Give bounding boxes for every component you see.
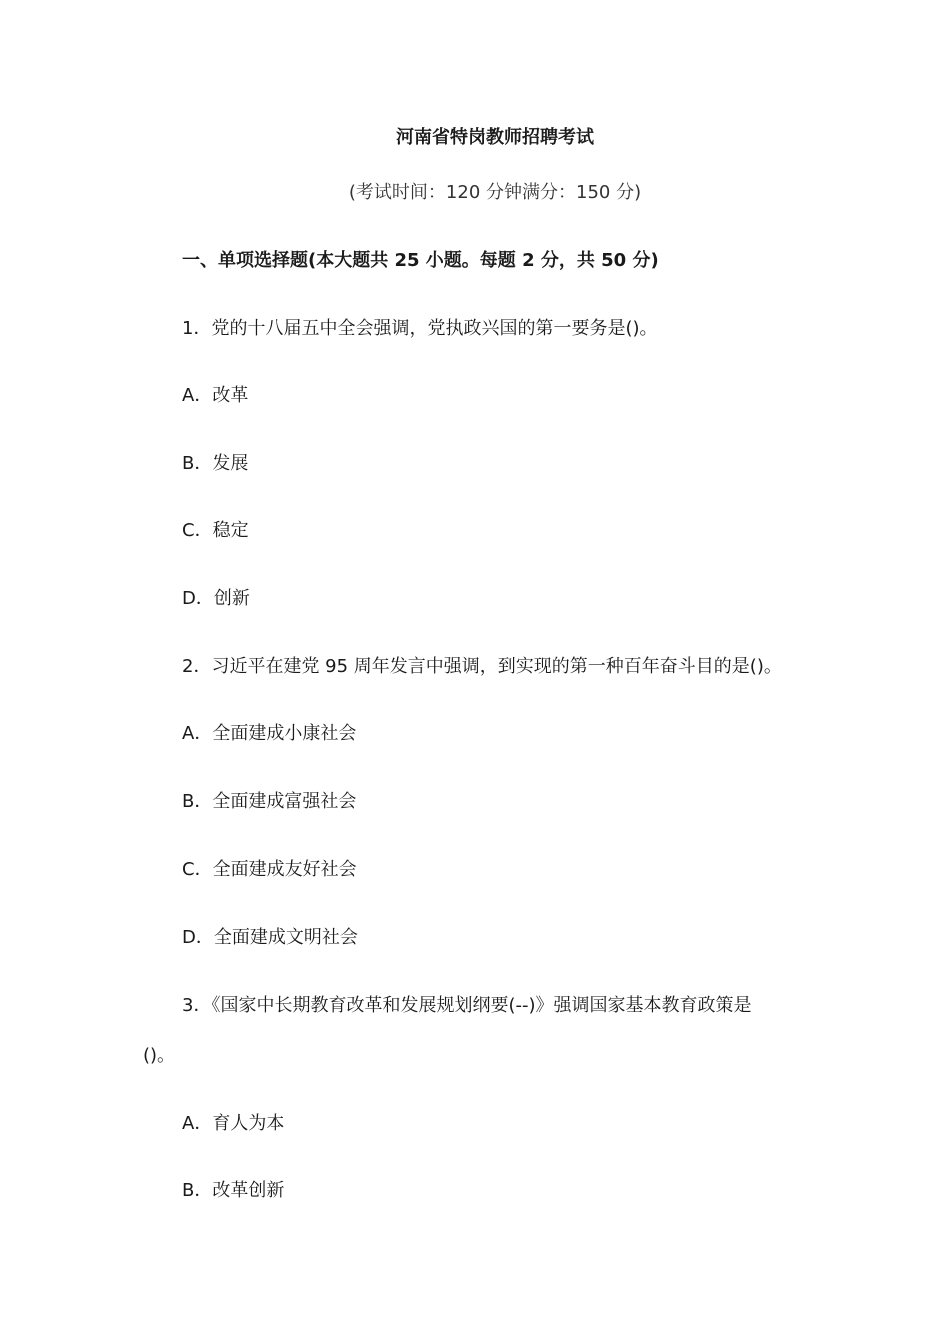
question-option: D．全面建成文明社会 bbox=[182, 927, 358, 948]
question-option: A．全面建成小康社会 bbox=[182, 723, 357, 744]
question-stem: 1．党的十八届五中全会强调，党执政兴国的第一要务是()。 bbox=[182, 318, 658, 339]
question-stem: 3．《国家中长期教育改革和发展规划纲要(--)》强调国家基本教育政策是 bbox=[182, 995, 752, 1016]
question-option: C．稳定 bbox=[182, 520, 249, 541]
exam-info: (考试时间：120 分钟满分：150 分) bbox=[348, 182, 642, 203]
question-option: A．改革 bbox=[182, 385, 249, 406]
page-title: 河南省特岗教师招聘考试 bbox=[396, 127, 594, 148]
question-option: B．全面建成富强社会 bbox=[182, 791, 357, 812]
question-option: D．创新 bbox=[182, 588, 250, 609]
question-option: C．全面建成友好社会 bbox=[182, 859, 357, 880]
question-option: B．发展 bbox=[182, 453, 249, 474]
question-option: A．育人为本 bbox=[182, 1113, 285, 1134]
question-stem: 2．习近平在建党 95 周年发言中强调，到实现的第一种百年奋斗目的是()。 bbox=[182, 656, 782, 677]
question-option: B．改革创新 bbox=[182, 1180, 285, 1201]
question-stem-continued: ()。 bbox=[143, 1045, 176, 1066]
section-heading: 一、单项选择题(本大题共 25 小题。每题 2 分，共 50 分) bbox=[182, 250, 659, 271]
